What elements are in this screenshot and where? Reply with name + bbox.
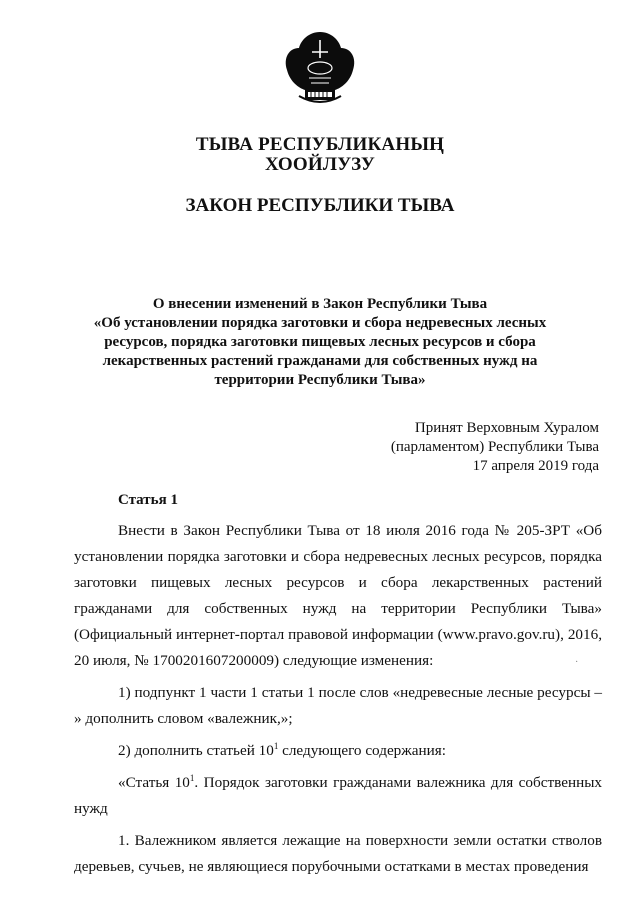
article-body (74, 518, 602, 886)
header-line-1: ТЫВА РЕСПУБЛИКАНЫҢ (195, 134, 445, 155)
law-type-heading: ЗАКОН РЕСПУБЛИКИ ТЫВА (185, 195, 455, 216)
law-title-line: лекарственных растений гражданами для собственных нужд на (102, 353, 538, 369)
law-title-line: «Об установлении порядка заготовки и сбора недревесных лесных (93, 315, 547, 331)
paragraph-point-1: 1. Валежником является лежащие на поверхности земли остатки стволов деревьев, сучьев, не являющиеся порубочными остатками в местах проведения (74, 832, 602, 875)
law-title-line: ресурсов, порядка заготовки пищевых лесных ресурсов и сбора (104, 334, 536, 350)
paragraph-intro: Внести в Закон Республики Тыва от 18 июля 2016 года № 205-ЗРТ «Об установлении порядка заготовки и сбора недревесных лесных ресурсов, порядка заготовки пищевых лесных ресурсов и сбора лекарственных растений гражданами для собственных нужд на территории Республики Тыва» (Официальный интернет-портал правовой информации (www.pravo.gov.ru), 2016, 20 июля, № 1700201607200009) следующие изменения: (74, 522, 602, 669)
republic-header (0, 135, 640, 175)
header-line-2: ХООЙЛУЗУ (264, 154, 376, 175)
new-article-heading (74, 770, 602, 822)
margin-mark: · (575, 657, 579, 668)
new-article-text: «Статья 10 (118, 774, 190, 791)
adoption-block (340, 419, 599, 476)
item-2-text-end: следующего содержания: (278, 742, 446, 759)
paragraph-item-2 (74, 738, 602, 764)
item-2-text: 2) дополнить статьей 10 (118, 742, 274, 759)
article-heading: Статья 1 (118, 492, 178, 508)
coat-of-arms-emblem (283, 30, 357, 106)
law-title-line: территории Республики Тыва» (214, 372, 426, 388)
adoption-line: (парламентом) Республики Тыва (390, 439, 599, 455)
new-article-superscript: 1 (189, 772, 195, 783)
new-article-text-end: . Порядок заготовки гражданами валежника для собственных нужд (74, 774, 602, 817)
adoption-line: Принят Верховным Хуралом (414, 420, 599, 436)
paragraph-item-1: 1) подпункт 1 части 1 статьи 1 после слов «недревесные лесные ресурсы – » дополнить словом «валежник,»; (74, 684, 602, 727)
law-title (90, 295, 550, 390)
adoption-date: 17 апреля 2019 года (472, 458, 599, 474)
item-2-superscript: 1 (273, 740, 279, 751)
law-title-line: О внесении изменений в Закон Республики Тыва (152, 296, 488, 312)
